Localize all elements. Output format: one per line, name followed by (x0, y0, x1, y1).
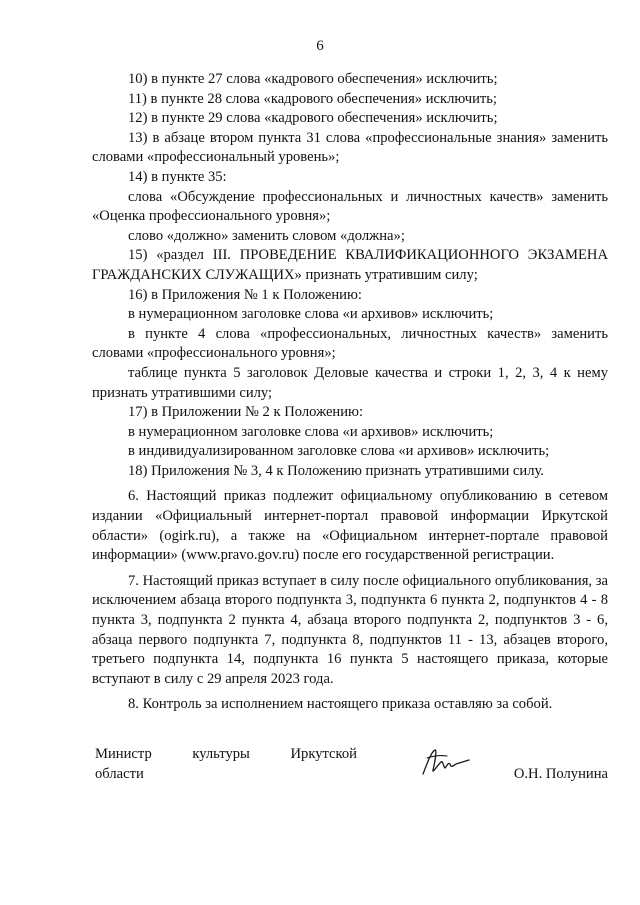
handwritten-signature (413, 744, 473, 784)
page-number: 6 (316, 38, 324, 54)
paragraph: в пункте 4 слова «профессиональных, личностных качеств» заменить словами «профессионального уровня»; (92, 325, 608, 362)
paragraph: слово «должно» заменить словом «должна»; (128, 227, 405, 244)
paragraph: таблице пункта 5 заголовок Деловые качества и строки 1, 2, 3, 4 к нему признать утратившими силу; (92, 364, 608, 401)
paragraph: 12) в пункте 29 слова «кадрового обеспечения» исключить; (128, 110, 498, 127)
paragraph: 16) в Приложения № 1 к Положению: (128, 286, 362, 303)
paragraph: в индивидуализированном заголовке слова «и архивов» исключить; (128, 443, 550, 460)
signatory-name: О.Н. Полунина (513, 766, 608, 782)
signatory-title-word: Министр (95, 746, 152, 762)
paragraph: в нумерационном заголовке слова «и архивов» исключить; (128, 306, 494, 323)
signatory-title-line-1 (95, 744, 357, 764)
signature-block (95, 744, 608, 804)
signatory-title-word: культуры (192, 746, 250, 762)
paragraph: 11) в пункте 28 слова «кадрового обеспечения» исключить; (128, 90, 497, 107)
paragraph: 18) Приложения № 3, 4 к Положению признать утратившими силу. (128, 462, 544, 479)
paragraph: 13) в абзаце втором пункта 31 слова «профессиональные знания» заменить словами «профессиональный уровень»; (92, 129, 608, 166)
paragraph: 6. Настоящий приказ подлежит официальному опубликованию в сетевом издании «Официальный интернет-портал правовой информации Иркутской области» (ogirk.ru), а также на «Официальном интернет-портале правовой информации» (www.pravo.gov.ru) после его государственной регистрации. (92, 488, 608, 564)
paragraph: 10) в пункте 27 слова «кадрового обеспечения» исключить; (128, 71, 498, 87)
paragraph: в нумерационном заголовке слова «и архивов» исключить; (128, 423, 494, 440)
signatory-title-line-2: области (95, 766, 144, 782)
document-body (92, 70, 608, 715)
paragraph: 14) в пункте 35: (128, 168, 227, 185)
paragraph: 15) «раздел III. ПРОВЕДЕНИЕ КВАЛИФИКАЦИОННОГО ЭКЗАМЕНА ГРАЖДАНСКИХ СЛУЖАЩИХ» признать утратившим силу; (92, 247, 608, 283)
signatory-title (95, 744, 357, 784)
paragraph: слова «Обсуждение профессиональных и личностных качеств» заменить «Оценка профессионального уровня»; (92, 188, 608, 225)
paragraph: 8. Контроль за исполнением настоящего приказа оставляю за собой. (128, 696, 553, 713)
paragraph: 7. Настоящий приказ вступает в силу после официального опубликования, за исключением абзаца второго подпункта 3, подпункта 6 пункта 2, подпунктов 4 - 8 пункта 3, подпункта 2 пункта 4, абзаца второго подпункта 2, подпунктов 3 - 6, абзаца первого подпункта 7, подпункта 8, подпунктов 11 - 13, абзацев второго, третьего подпункта 14, подпункта 16 пункта 5 настоящего приказа, которые вступают в силу с 29 апреля 2023 года. (92, 572, 608, 687)
signatory-title-word: Иркутской (290, 746, 357, 762)
paragraph: 17) в Приложении № 2 к Положению: (128, 404, 364, 421)
